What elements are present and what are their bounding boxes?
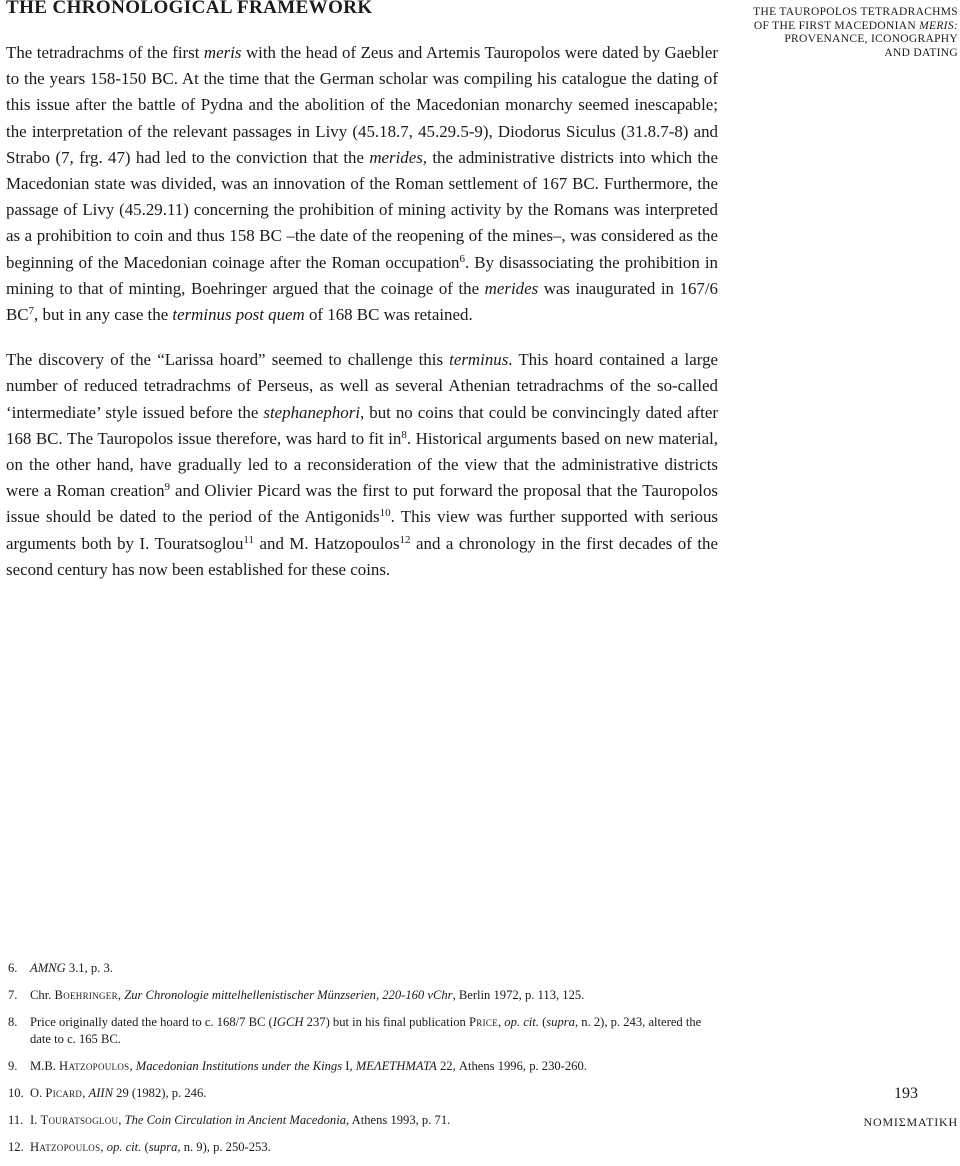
- footnote-text: [30, 1112, 724, 1129]
- author-name: Hatzopoulos: [30, 1140, 101, 1154]
- footnote-ref[interactable]: 8: [401, 428, 407, 441]
- main-text: [6, 40, 718, 583]
- text-run: , Berlin 1972, p. 113, 125.: [452, 988, 585, 1002]
- text-run: The tetradrachms of the first: [6, 43, 204, 62]
- text-run: with the head of Zeus and Artemis Tauropolos were dated by Gaebler to the years 158-150 BC. At the time that the German scholar was compiling his catalogue the dating of this issue after the battle of Pydna and the abolition of the Macedonian monarchy seemed inescapable; the interpretation of the relevant passages in Livy (45.18.7, 45.29.5-9), Diodorus Siculus (31.8.7-8) and Strabo (7, frg. 47) had led to the conviction that the: [6, 43, 718, 167]
- text-run: 237) but in his final publication: [303, 1015, 469, 1029]
- text-run: was inaugurated in 167/6 BC: [6, 278, 718, 325]
- text-run: The discovery of the “Larissa hoard” seemed to challenge this: [6, 350, 450, 370]
- journal-name: ΝΟΜΙΣΜΑΤΙΚΗ: [863, 1115, 958, 1129]
- journal-abbrev: AIIN: [88, 1086, 113, 1100]
- footnote-number: 11.: [8, 1113, 24, 1127]
- text-run: , the administrative districts into which the Macedonian state was divided, was an innovation of the Roman settlement of 167 BC. Furthermore, the passage of Livy (45.29.11) concerning the prohibition of mining activity by the Romans was interpreted as a prohibition to coin and thus 158 BC –the date of the reopening of the mines–, was considered as the beginning of the Macedonian coinage after the Roman occupation: [6, 147, 718, 272]
- italic-term: merides: [369, 147, 423, 167]
- text-run: ,: [118, 1113, 125, 1127]
- text-run: M.B.: [30, 1059, 60, 1073]
- text-run: and M. Hatzopoulos: [254, 533, 400, 553]
- text-run: . By disassociating the prohibition in mining to that of minting, Boehringer argued that the coinage of the: [6, 252, 718, 298]
- footnote-ref[interactable]: 10: [379, 507, 391, 520]
- page-number: 193: [894, 1085, 918, 1102]
- running-header: [728, 6, 958, 60]
- footnote-text: [30, 1139, 724, 1156]
- footnote-number: 10.: [8, 1086, 24, 1100]
- footnotes: [8, 960, 724, 1166]
- paragraph-1: [6, 40, 718, 328]
- text-run: I,: [342, 1059, 356, 1073]
- text-run: . Historical arguments based on new material, on the other hand, have gradually led to a reconsideration of the view that the administrative districts were a Roman creation: [6, 428, 718, 501]
- text-run: . This view was further supported with serious arguments both by I. Touratsoglou: [6, 507, 719, 553]
- text-run: ,: [498, 1015, 505, 1029]
- italic-term: supra: [546, 1015, 575, 1029]
- running-header-line: AND DATING: [884, 46, 958, 59]
- footnote-text: [30, 987, 724, 1004]
- italic-term: op. cit.: [504, 1015, 539, 1029]
- work-title: The Coin Circulation in Ancient Macedonia: [124, 1113, 347, 1127]
- text-run: and Olivier Picard was the first to put forward the proposal that the Tauropolos issue should be dated to the period of the Antigonids: [6, 481, 718, 527]
- author-name: Touratsoglou: [40, 1113, 119, 1127]
- footnote-ref[interactable]: 6: [459, 252, 465, 265]
- text-run: and a chronology in the first decades of the second century has now been established for these coins.: [6, 533, 718, 579]
- footnote-number: 12.: [8, 1140, 24, 1154]
- text-run: ,: [82, 1086, 89, 1100]
- running-header-line: THE TAUROPOLOS TETRADRACHMS: [753, 6, 958, 18]
- italic-term: supra: [148, 1140, 178, 1154]
- text-run: , n. 2), p. 243, altered the date to c. 165 BC.: [30, 1015, 702, 1046]
- paragraph-2: [6, 347, 718, 583]
- author-name: Boehringer: [54, 988, 118, 1002]
- running-header-italic: MERIS:: [919, 19, 958, 32]
- italic-term: meris: [203, 43, 242, 62]
- work-title: Macedonian Institutions under the Kings: [135, 1059, 343, 1073]
- italic-term: terminus post quem: [172, 305, 305, 325]
- footnote-number: 6.: [8, 961, 18, 975]
- footnote: [8, 1058, 724, 1075]
- text-run: (: [141, 1140, 149, 1154]
- author-name: Hatzopoulos: [59, 1059, 130, 1073]
- author-name: Picard: [45, 1086, 83, 1100]
- italic-term: AMNG: [30, 961, 66, 975]
- footnote: [8, 1112, 724, 1129]
- text-run: ,: [100, 1140, 107, 1154]
- footnote-number: 9.: [8, 1059, 18, 1073]
- text-run: 22, Athens 1996, p. 230-260.: [436, 1059, 587, 1073]
- footnote: [8, 1085, 724, 1102]
- text-run: Chr.: [30, 988, 55, 1002]
- footnote-ref[interactable]: 11: [243, 533, 255, 546]
- text-run: ,: [117, 988, 125, 1002]
- italic-term: op. cit.: [106, 1140, 142, 1154]
- footnote-ref[interactable]: 9: [164, 481, 171, 494]
- text-run: 29 (1982), p. 246.: [113, 1086, 207, 1100]
- text-run: (: [538, 1015, 547, 1029]
- italic-term: merides: [484, 278, 539, 298]
- author-name: Price: [468, 1015, 498, 1029]
- text-run: Price originally dated the hoard to c. 168/7 BC (: [30, 1015, 273, 1029]
- footnote-number: 7.: [8, 988, 18, 1002]
- italic-term: stephanephori: [263, 402, 361, 422]
- text-run: 3.1, p. 3.: [65, 961, 113, 975]
- footnote-number: 8.: [8, 1015, 18, 1029]
- text-run: , Athens 1993, p. 71.: [346, 1113, 451, 1127]
- footnote-ref[interactable]: 7: [28, 305, 35, 318]
- footnote: [8, 987, 724, 1004]
- running-header-line: [728, 20, 958, 34]
- text-run: I.: [30, 1113, 41, 1127]
- text-run: , but in any case the: [34, 305, 173, 325]
- footnote-ref[interactable]: 12: [399, 533, 411, 546]
- text-run: ,: [129, 1059, 136, 1073]
- footnote: [8, 960, 724, 977]
- text-run: , n. 9), p. 250-253.: [177, 1140, 271, 1154]
- series-title: ΜΕΛΕΤΗΜΑΤΑ: [355, 1059, 437, 1073]
- footnote-text: [30, 1014, 724, 1048]
- text-run: of 168 BC was retained.: [304, 305, 473, 325]
- footnote: [8, 1139, 724, 1156]
- text-run: . This hoard contained a large number of reduced tetradrachms of Perseus, as well as several Athenian tetradrachms of the so-called ‘intermediate’ style issued before the: [6, 350, 719, 422]
- running-header-line: PROVENANCE, ICONOGRAPHY: [784, 33, 958, 45]
- footnote-text: [30, 960, 724, 977]
- section-title: THE CHRONOLOGICAL FRAMEWORK: [6, 0, 373, 18]
- italic-term: IGCH: [272, 1015, 304, 1029]
- running-header-text: OF THE FIRST MACEDONIAN: [753, 19, 920, 32]
- footnote-text: [30, 1085, 724, 1102]
- text-run: O.: [30, 1086, 46, 1100]
- italic-term: terminus: [449, 350, 509, 370]
- footnote-text: [30, 1058, 724, 1075]
- work-title: Zur Chronologie mittelhellenistischer Münzserien, 220-160 vChr: [124, 988, 453, 1002]
- text-run: , but no coins that could be convincingly dated after 168 BC. The Tauropolos issue therefore, was hard to fit in: [6, 402, 718, 448]
- footnote: [8, 1014, 724, 1048]
